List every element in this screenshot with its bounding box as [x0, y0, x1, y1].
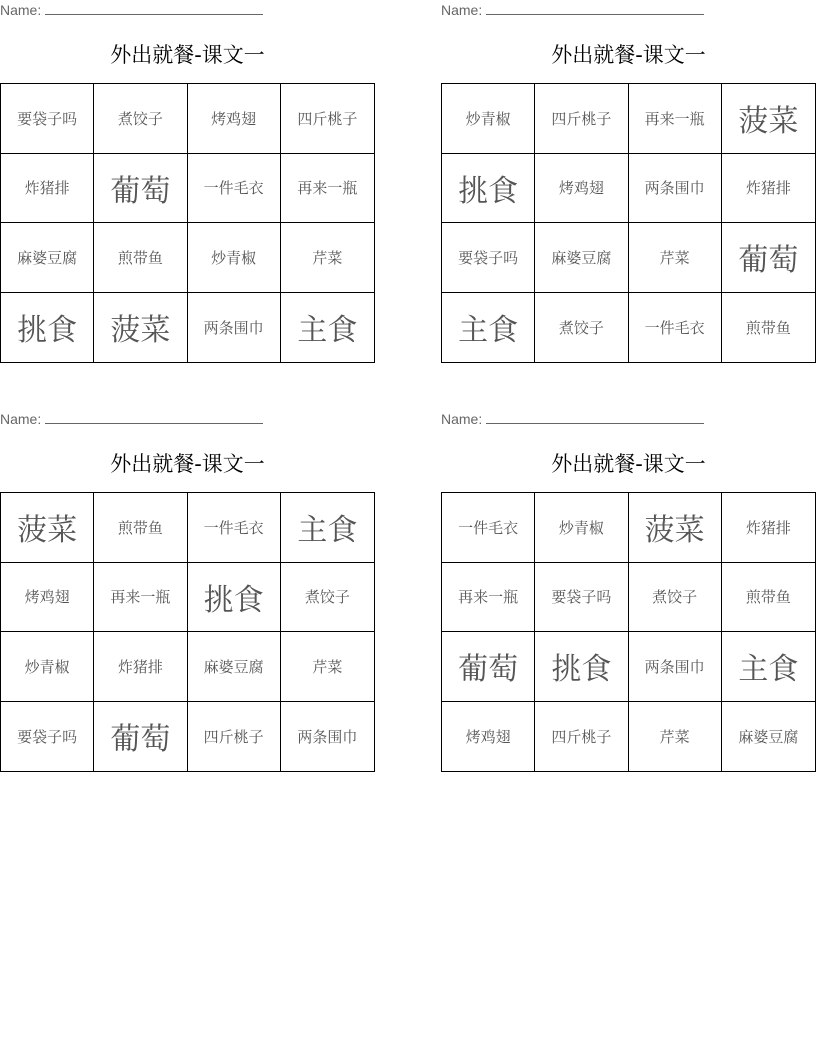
bingo-cell: 一件毛衣 — [442, 493, 535, 563]
card-title: 外出就餐-课文一 — [551, 452, 706, 476]
bingo-cell: 两条围巾 — [297, 727, 358, 746]
bingo-cell: 芹菜 — [281, 632, 374, 702]
bingo-cell: 煎带鱼 — [94, 223, 187, 293]
name-line — [0, 411, 263, 427]
bingo-cell: 再来一瓶 — [94, 563, 187, 633]
bingo-cell: 煮饺子 — [629, 563, 722, 633]
bingo-cell: 挑食 — [535, 632, 628, 702]
bingo-cell: 炸猪排 — [1, 154, 94, 224]
bingo-cell: 煮饺子 — [535, 293, 628, 363]
bingo-cell: 两条围巾 — [629, 632, 722, 702]
bingo-cell: 炒青椒 — [1, 632, 94, 702]
bingo-cell: 炒青椒 — [188, 223, 281, 293]
bingo-cell: 四斤桃子 — [535, 84, 628, 154]
bingo-cell: 炒青椒 — [535, 493, 628, 563]
bingo-cell: 煎带鱼 — [745, 318, 791, 337]
bingo-cell: 煮饺子 — [94, 84, 187, 154]
bingo-cell: 主食 — [442, 293, 535, 363]
bingo-grid — [0, 492, 375, 772]
bingo-cell: 一件毛衣 — [188, 154, 281, 224]
bingo-cell: 葡萄 — [94, 702, 187, 772]
bingo-cell: 麻婆豆腐 — [1, 223, 94, 293]
bingo-cell: 主食 — [281, 493, 374, 563]
bingo-cell: 要袋子吗 — [1, 702, 94, 772]
bingo-grid — [0, 83, 375, 363]
bingo-cell: 四斤桃子 — [188, 702, 281, 772]
bingo-grid — [441, 83, 816, 363]
name-blank — [45, 411, 263, 424]
bingo-cell: 菠菜 — [1, 493, 94, 563]
bingo-cell: 再来一瓶 — [281, 154, 374, 224]
bingo-cell: 烤鸡翅 — [1, 563, 94, 633]
bingo-cell: 麻婆豆腐 — [535, 223, 628, 293]
bingo-cell: 要袋子吗 — [1, 84, 94, 154]
bingo-cell: 芹菜 — [629, 702, 722, 772]
bingo-grid — [441, 492, 816, 772]
bingo-cell: 要袋子吗 — [535, 563, 628, 633]
bingo-cell: 麻婆豆腐 — [738, 727, 799, 746]
bingo-cell: 要袋子吗 — [442, 223, 535, 293]
bingo-cell: 主食 — [297, 313, 358, 349]
bingo-cell: 炒青椒 — [442, 84, 535, 154]
bingo-cell: 葡萄 — [442, 632, 535, 702]
name-line — [0, 2, 263, 18]
name-label: Name: — [441, 2, 483, 18]
bingo-cell: 四斤桃子 — [535, 702, 628, 772]
bingo-cell: 葡萄 — [94, 154, 187, 224]
bingo-cell: 炸猪排 — [722, 154, 815, 224]
bingo-cell: 炸猪排 — [94, 632, 187, 702]
bingo-cell: 一件毛衣 — [188, 493, 281, 563]
bingo-cell: 两条围巾 — [629, 154, 722, 224]
bingo-cell: 菠菜 — [94, 293, 187, 363]
bingo-cell: 四斤桃子 — [281, 84, 374, 154]
name-label: Name: — [0, 2, 42, 18]
bingo-cell: 煮饺子 — [281, 563, 374, 633]
name-blank — [45, 2, 263, 15]
name-line — [441, 411, 704, 427]
bingo-cell: 烤鸡翅 — [535, 154, 628, 224]
name-blank — [486, 2, 704, 15]
bingo-cell: 一件毛衣 — [629, 293, 722, 363]
bingo-cell: 麻婆豆腐 — [188, 632, 281, 702]
bingo-cell: 挑食 — [188, 563, 281, 633]
bingo-cell: 煎带鱼 — [722, 563, 815, 633]
bingo-cell: 再来一瓶 — [629, 84, 722, 154]
bingo-cell: 挑食 — [1, 293, 94, 363]
bingo-cell: 再来一瓶 — [442, 563, 535, 633]
bingo-cell: 煎带鱼 — [94, 493, 187, 563]
card-title: 外出就餐-课文一 — [110, 452, 265, 476]
name-blank — [486, 411, 704, 424]
bingo-cell: 主食 — [722, 632, 815, 702]
name-line — [441, 2, 704, 18]
bingo-cell: 芹菜 — [629, 223, 722, 293]
bingo-cell: 两条围巾 — [188, 293, 281, 363]
card-title: 外出就餐-课文一 — [551, 43, 706, 67]
bingo-cell: 炸猪排 — [722, 493, 815, 563]
bingo-cell: 菠菜 — [629, 493, 722, 563]
bingo-cell: 烤鸡翅 — [442, 702, 535, 772]
name-label: Name: — [441, 411, 483, 427]
bingo-cell: 芹菜 — [281, 223, 374, 293]
bingo-cell: 挑食 — [442, 154, 535, 224]
bingo-cell: 菠菜 — [722, 84, 815, 154]
card-title: 外出就餐-课文一 — [110, 43, 265, 67]
name-label: Name: — [0, 411, 42, 427]
bingo-cell: 烤鸡翅 — [188, 84, 281, 154]
bingo-cell: 葡萄 — [722, 223, 815, 293]
